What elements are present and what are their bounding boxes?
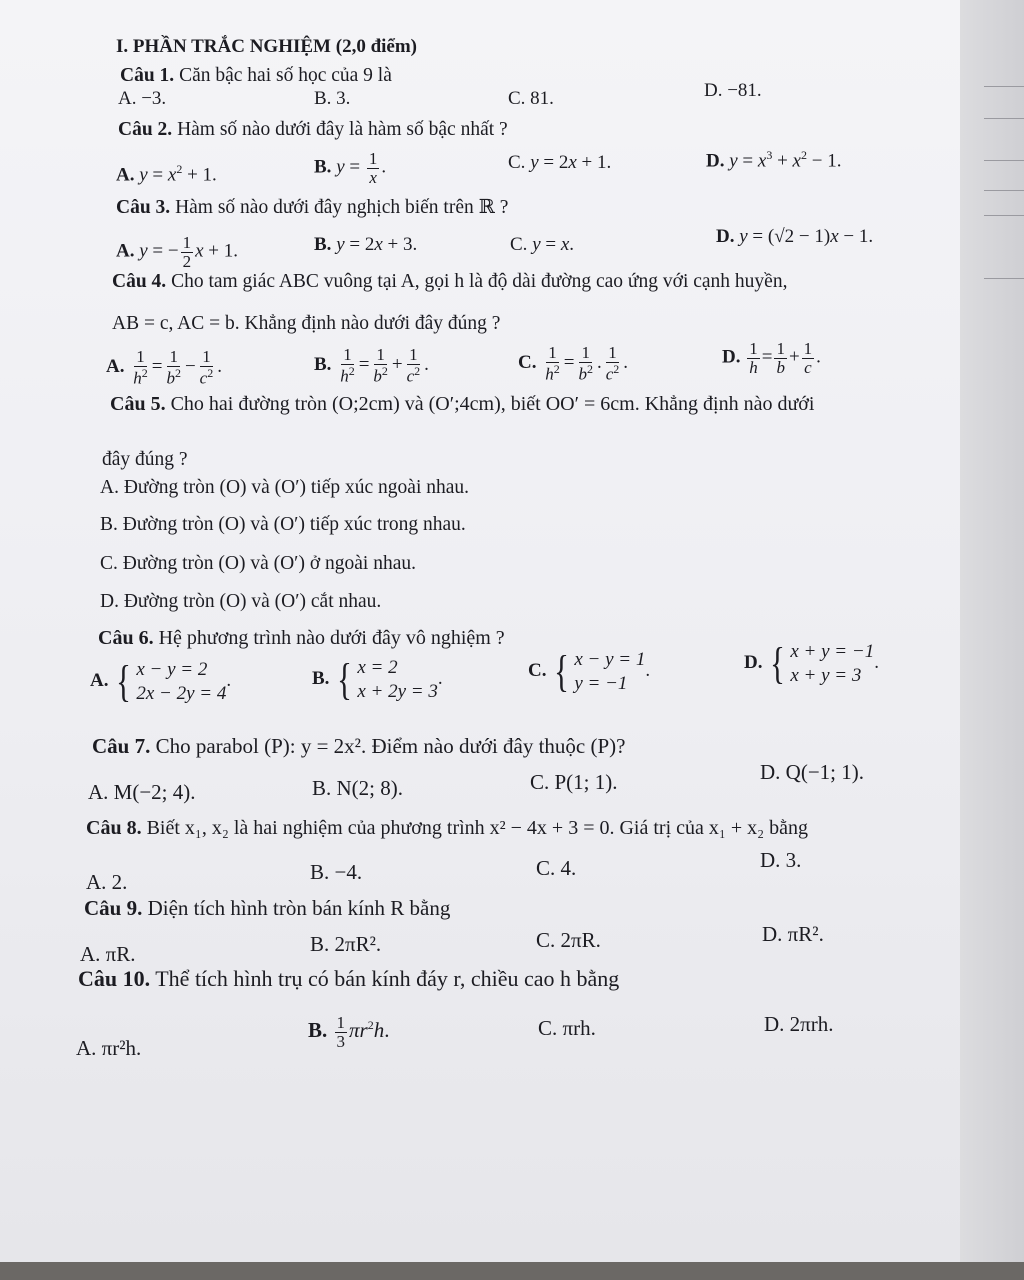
q5-option-a: A. Đường tròn (O) và (O′) tiếp xúc ngoài nhau. <box>100 477 470 498</box>
q8-option-c: C. 4. <box>536 856 577 880</box>
question-10: Câu 10. Thể tích hình trụ có bán kính đáy r, chiều cao h bằng <box>78 966 620 991</box>
q7-option-d: D. Q(−1; 1). <box>760 760 864 784</box>
q3-option-a: A. y = − $\frac{1}{2}$ x + 1. <box>116 233 239 271</box>
q7-option-c: C. P(1; 1). <box>530 770 618 794</box>
q8-option-d: D. 3. <box>760 848 802 872</box>
q1-option-d: D. −81. <box>704 80 762 101</box>
q2-option-d: D. $y = x^3 + x^2 - 1$. <box>706 148 842 172</box>
question-4-line2: AB = c, AC = b. Khẳng định nào dưới đây đúng ? <box>112 313 501 334</box>
underlying-page-edge <box>960 0 1024 1280</box>
q8-option-a: A. 2. <box>86 870 128 894</box>
q9-option-d: D. πR². <box>762 922 824 946</box>
q1-option-a: A. −3. <box>118 88 167 109</box>
question-5-line2: đây đúng ? <box>102 449 188 470</box>
question-3: Câu 3. Hàm số nào dưới đây nghịch biến trên ℝ ? <box>116 197 509 218</box>
question-9: Câu 9. Diện tích hình tròn bán kính R bằng <box>84 896 451 920</box>
q7-option-b: B. N(2; 8). <box>312 776 403 800</box>
q3-option-b: B. y = 2x + 3. <box>314 234 418 255</box>
section-title: I. PHẦN TRẮC NGHIỆM (2,0 điểm) <box>116 36 418 57</box>
q1-option-b: B. 3. <box>314 88 351 109</box>
question-7: Câu 7. Cho parabol (P): y = 2x². Điểm nào dưới đây thuộc (P)? <box>92 734 626 758</box>
q10-option-d: D. 2πrh. <box>764 1012 834 1036</box>
q5-option-d: D. Đường tròn (O) và (O′) cắt nhau. <box>100 591 382 612</box>
q2-option-a: A. $y = x^2 + 1$. <box>116 162 217 186</box>
q4-option-d: D. $\frac{1}{h}$ = $\frac{1}{b}$ + $\frac{1}{c}$ . <box>722 339 821 377</box>
q4-option-b: B. $\frac{1}{h^2}$ = $\frac{1}{b^2}$ + $\frac{1}{c^2}$ . <box>314 345 429 386</box>
question-4: Câu 4. Cho tam giác ABC vuông tại A, gọi h là độ dài đường cao ứng với cạnh huyền, <box>112 271 788 292</box>
q4-option-c: C. $\frac{1}{h^2}$ = $\frac{1}{b^2}$ . $\frac{1}{c^2}$ . <box>518 343 628 384</box>
floor-background <box>0 1262 1024 1280</box>
q7-option-a: A. M(−2; 4). <box>88 780 196 804</box>
q6-option-d: D. { x + y = −1 x + y = 3 . <box>744 638 879 688</box>
q2-option-c: C. y = 2x + 1. <box>508 152 612 173</box>
q6-option-b: B. { x = 2 x + 2y = 3 . <box>312 654 443 704</box>
q10-option-a: A. πr²h. <box>76 1036 142 1060</box>
question-1: Câu 1. Căn bậc hai số học của 9 là <box>120 65 392 86</box>
question-2: Câu 2. Hàm số nào dưới đây là hàm số bậc nhất ? <box>118 119 508 140</box>
question-5: Câu 5. Cho hai đường tròn (O;2cm) và (O′;4cm), biết OO′ = 6cm. Khẳng định nào dưới <box>110 393 815 415</box>
q3-option-d: D. y = (√2 − 1)x − 1. <box>716 226 874 247</box>
question-6: Câu 6. Hệ phương trình nào dưới đây vô nghiệm ? <box>98 627 505 649</box>
q5-option-c: C. Đường tròn (O) và (O′) ở ngoài nhau. <box>100 553 416 574</box>
q10-option-b: B. $\frac{1}{3}$ $\pi r^2h$. <box>308 1013 390 1051</box>
q5-option-b: B. Đường tròn (O) và (O′) tiếp xúc trong nhau. <box>100 514 466 535</box>
question-8: Câu 8. Biết x₁, x₂ là hai nghiệm của phương trình x² − 4x + 3 = 0. Giá trị của x₁ + x₂ bằng <box>86 817 808 839</box>
q6-option-a: A. { x − y = 2 2x − 2y = 4 . <box>90 656 232 706</box>
q9-option-c: C. 2πR. <box>536 928 601 952</box>
q1-option-c: C. 81. <box>508 88 554 109</box>
q9-option-a: A. πR. <box>80 942 136 966</box>
q4-option-a: A. $\frac{1}{h^2}$ = $\frac{1}{b^2}$ − $\frac{1}{c^2}$ . <box>106 347 222 388</box>
q9-option-b: B. 2πR². <box>310 932 382 956</box>
q8-option-b: B. −4. <box>310 860 363 884</box>
q3-option-c: C. y = x. <box>510 234 575 255</box>
q6-option-c: C. { x − y = 1 y = −1 . <box>528 646 651 696</box>
q2-option-b: B. y = $\frac{1}{x}$ . <box>314 149 387 187</box>
q10-option-c: C. πrh. <box>538 1016 596 1040</box>
